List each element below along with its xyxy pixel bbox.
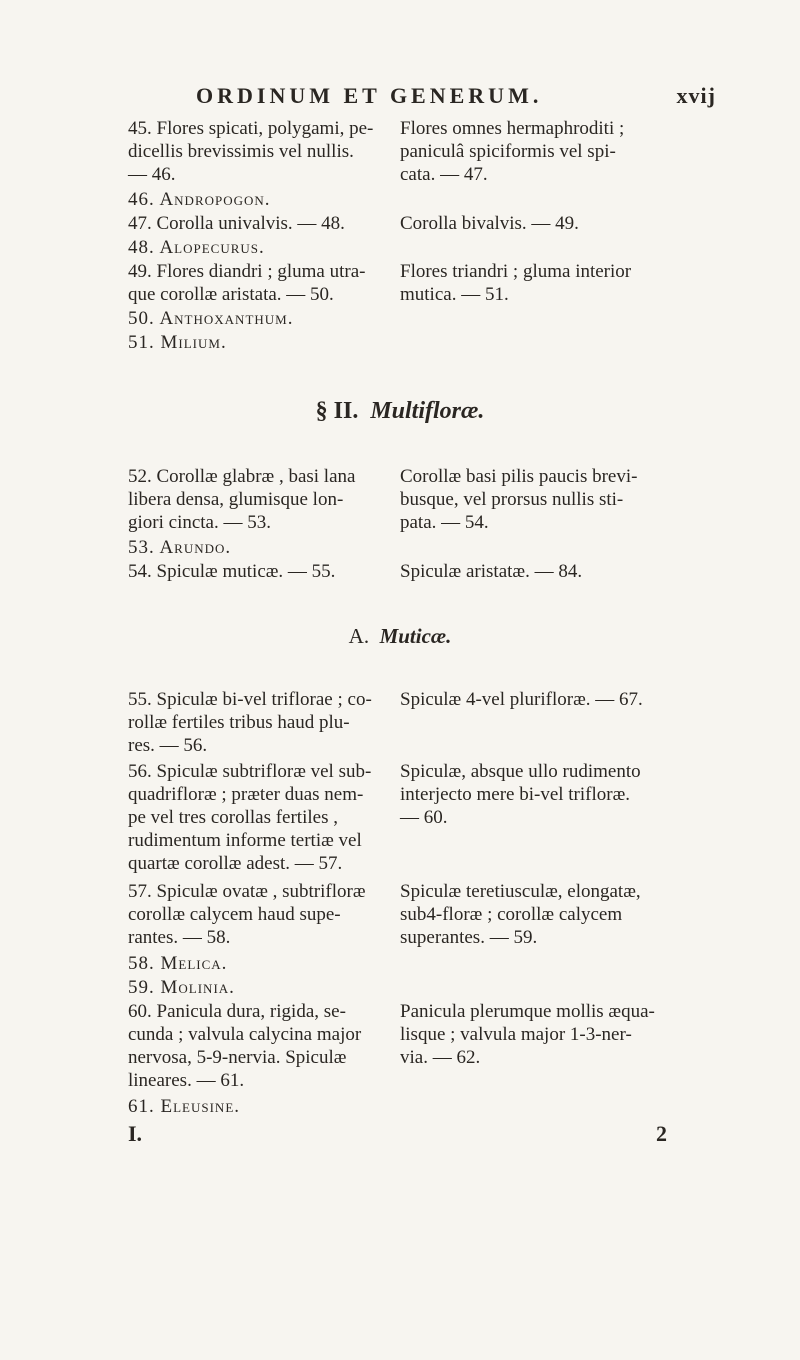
entry-line: 57. Spiculæ ovatæ , subtrifloræ bbox=[128, 881, 366, 902]
entry-line: 47. Corolla univalvis. — 48. bbox=[128, 213, 345, 234]
entry-line: busque, vel prorsus nullis sti- bbox=[400, 489, 624, 510]
entry-line: Spiculæ, absque ullo rudimento bbox=[400, 761, 641, 782]
page-numeral: xvij bbox=[676, 83, 716, 108]
entry-line: rollæ fertiles tribus haud plu- bbox=[128, 712, 350, 733]
genus-name: 46. Andropogon. bbox=[128, 189, 271, 210]
entry-line: Spiculæ 4-vel plurifloræ. — 67. bbox=[400, 689, 643, 710]
genus-name: 48. Alopecurus. bbox=[128, 237, 265, 258]
entry-line: quadrifloræ ; præter duas nem- bbox=[128, 784, 364, 805]
entry-line: 49. Flores diandri ; gluma utra- bbox=[128, 261, 366, 282]
entry-line: lineares. — 61. bbox=[128, 1070, 245, 1091]
entry-line: nervosa, 5-9-nervia. Spiculæ bbox=[128, 1047, 347, 1068]
entry-line: Panicula plerumque mollis æqua- bbox=[400, 1001, 655, 1022]
entry-line: 60. Panicula dura, rigida, se- bbox=[128, 1001, 346, 1022]
entry-line: rudimentum informe tertiæ vel bbox=[128, 830, 362, 851]
entry-line: Corolla bivalvis. — 49. bbox=[400, 213, 579, 234]
entry-line: rantes. — 58. bbox=[128, 927, 231, 948]
entry-line: mutica. — 51. bbox=[400, 284, 509, 305]
genus-name: 59. Molinia. bbox=[128, 977, 235, 998]
entry-line: 45. Flores spicati, polygami, pe- bbox=[128, 118, 374, 139]
entry-line: quartæ corollæ adest. — 57. bbox=[128, 853, 343, 874]
entry-line: lisque ; valvula major 1-3-ner- bbox=[400, 1024, 632, 1045]
entry-line: dicellis brevissimis vel nullis. bbox=[128, 141, 354, 162]
section-heading bbox=[0, 398, 800, 425]
genus-name: 50. Anthoxanthum. bbox=[128, 308, 294, 329]
entry-line: Spiculæ aristatæ. — 84. bbox=[400, 561, 583, 582]
entry-line: pe vel tres corollas fertiles , bbox=[128, 807, 338, 828]
entry-line: superantes. — 59. bbox=[400, 927, 538, 948]
entry-line: 55. Spiculæ bi-vel triflorae ; co- bbox=[128, 689, 372, 710]
entry-line: pata. — 54. bbox=[400, 512, 489, 533]
entry-line: Corollæ basi pilis paucis brevi- bbox=[400, 466, 638, 487]
section-title: Multifloræ. bbox=[370, 398, 485, 424]
genus-name: 53. Arundo. bbox=[128, 537, 232, 558]
entry-line: 52. Corollæ glabræ , basi lana bbox=[128, 466, 356, 487]
genus-name: 61. Eleusine. bbox=[128, 1096, 241, 1117]
entry-line: libera densa, glumisque lon- bbox=[128, 489, 344, 510]
entry-line: — 46. bbox=[128, 164, 176, 185]
entry-line: via. — 62. bbox=[400, 1047, 481, 1068]
signature-mark: I. bbox=[128, 1121, 143, 1146]
entry-line: Flores omnes hermaphroditi ; bbox=[400, 118, 625, 139]
subsection-title: Muticæ. bbox=[379, 624, 452, 648]
entry-line: — 60. bbox=[400, 807, 448, 828]
entry-line: 56. Spiculæ subtrifloræ vel sub- bbox=[128, 761, 372, 782]
section-mark: § II. bbox=[315, 398, 359, 424]
entry-line: que corollæ aristata. — 50. bbox=[128, 284, 334, 305]
subsection-heading bbox=[0, 624, 800, 649]
entry-line: interjecto mere bi-vel trifloræ. bbox=[400, 784, 631, 805]
entry-line: sub4-floræ ; corollæ calycem bbox=[400, 904, 623, 925]
subsection-mark: A. bbox=[348, 624, 370, 648]
genus-name: 51. Milium. bbox=[128, 332, 227, 353]
running-header bbox=[196, 83, 716, 109]
entry-line: Spiculæ teretiusculæ, elongatæ, bbox=[400, 881, 641, 902]
header-title: ORDINUM ET GENERUM. bbox=[196, 83, 543, 108]
entry-line: res. — 56. bbox=[128, 735, 208, 756]
entry-line: cata. — 47. bbox=[400, 164, 488, 185]
gathering-number: 2 bbox=[656, 1121, 667, 1146]
entry-line: giori cincta. — 53. bbox=[128, 512, 271, 533]
entry-line: Flores triandri ; gluma interior bbox=[400, 261, 632, 282]
entry-line: cunda ; valvula calycina major bbox=[128, 1024, 362, 1045]
genus-name: 58. Melica. bbox=[128, 953, 228, 974]
entry-line: corollæ calycem haud supe- bbox=[128, 904, 341, 925]
entry-line: 54. Spiculæ muticæ. — 55. bbox=[128, 561, 336, 582]
entry-line: paniculâ spiciformis vel spi- bbox=[400, 141, 616, 162]
